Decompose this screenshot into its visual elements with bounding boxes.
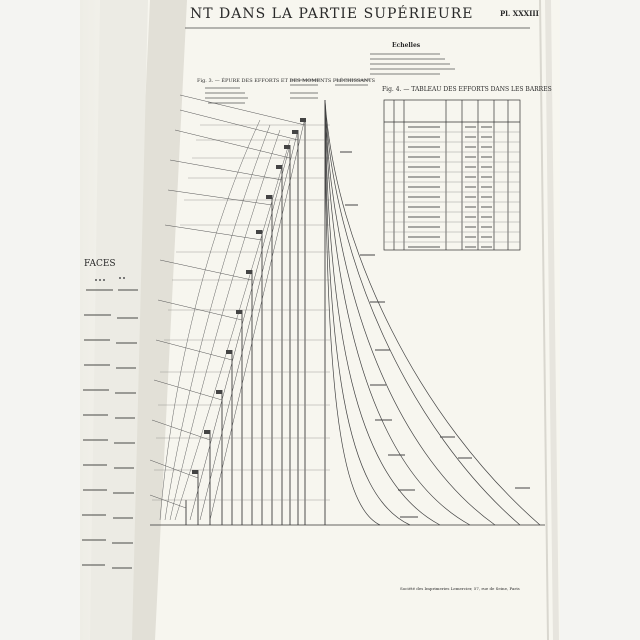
left-page-label: FACES (84, 259, 116, 269)
plate-number: Pl. XXXIII (500, 9, 539, 18)
figure-4-caption: Fig. 4. — TABLEAU DES EFFORTS DANS LES BARRES (382, 86, 552, 93)
truss-verticals (186, 100, 325, 525)
fig4-table-cells (408, 127, 492, 247)
printer-footer: Société des Imprimeries Lemercier, 57, rue de Seine, Paris (400, 586, 520, 591)
fig4-table-rows (384, 132, 520, 242)
figure-3-caption: Fig. 3. — ÉPURE DES EFFORTS ET DES MOMENTS FLÉCHISSANTS (197, 78, 375, 84)
fig4-table (384, 100, 520, 250)
book-edge (548, 0, 556, 640)
level-markers (192, 118, 306, 474)
scales-legend-title: Echelles (392, 42, 421, 49)
page-header-title: NT DANS LA PARTIE SUPÉRIEURE (190, 6, 474, 22)
left-swoops (160, 120, 290, 520)
legend-lines (370, 54, 455, 74)
